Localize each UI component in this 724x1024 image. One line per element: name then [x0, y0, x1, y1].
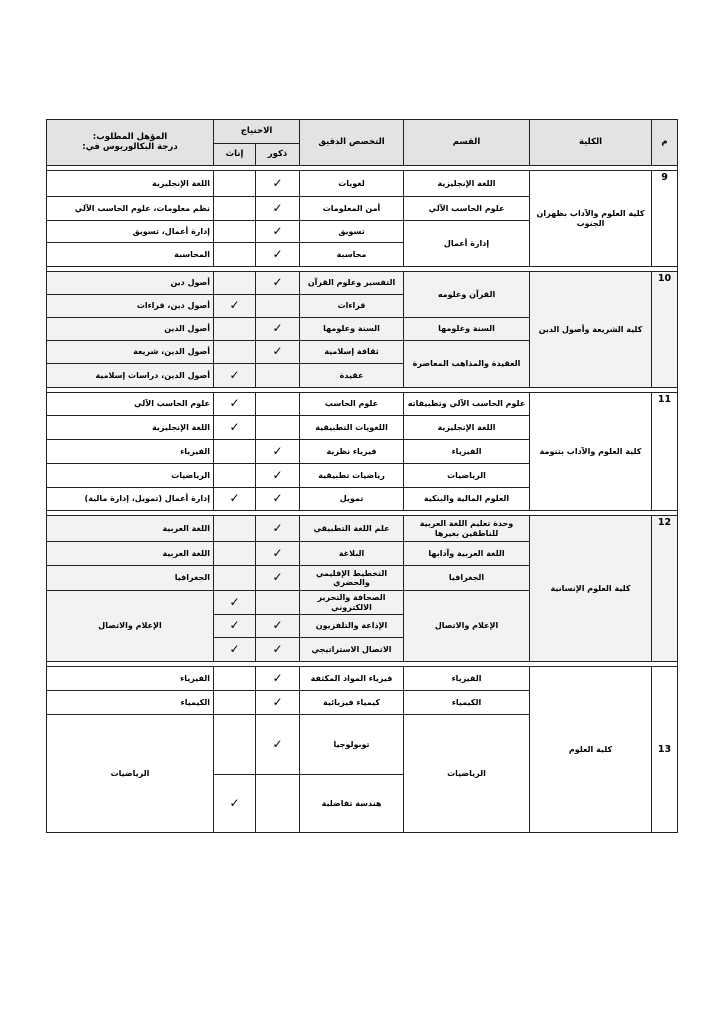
department-name: الرياضيات — [404, 715, 530, 833]
required-qualification: اللغة الإنجليزية — [47, 416, 214, 440]
specialization: علوم الحاسب — [300, 393, 404, 416]
specialization: قراءات — [300, 295, 404, 318]
specialization: فيزياء المواد المكثفة — [300, 667, 404, 691]
row-number: 11 — [652, 393, 678, 511]
need-male-cell: ✓ — [256, 516, 300, 542]
department-name: إدارة أعمال — [404, 221, 530, 267]
required-qualification: اللغة العربية — [47, 542, 214, 566]
header-dept: القسم — [404, 120, 530, 166]
specialization: التخطيط الإقليمي والحضري — [300, 566, 404, 591]
specialization: علم اللغة التطبيقي — [300, 516, 404, 542]
need-male-cell: ✓ — [256, 715, 300, 775]
need-male-cell: ✓ — [256, 566, 300, 591]
department-name: علوم الحاسب الآلي وتطبيقاته — [404, 393, 530, 416]
specialization: التفسير وعلوم القرآن — [300, 272, 404, 295]
need-female-cell: ✓ — [214, 393, 256, 416]
specialization: محاسبة — [300, 243, 404, 267]
row-number: 12 — [652, 516, 678, 662]
need-female-cell — [214, 566, 256, 591]
specialization: لغويات — [300, 171, 404, 197]
need-male-cell: ✓ — [256, 171, 300, 197]
need-male-cell — [256, 591, 300, 615]
specialization: الصحافة والتحرير الالكتروني — [300, 591, 404, 615]
need-female-cell — [214, 171, 256, 197]
specialization: ثقافة إسلامية — [300, 341, 404, 364]
department-name: العلوم المالية والبنكية — [404, 488, 530, 511]
department-name: الإعلام والاتصال — [404, 591, 530, 662]
positions-table — [46, 119, 678, 833]
required-qualification: الفيزياء — [47, 667, 214, 691]
department-name: اللغة الإنجليزية — [404, 171, 530, 197]
need-male-cell: ✓ — [256, 440, 300, 464]
need-female-cell: ✓ — [214, 775, 256, 833]
need-female-cell — [214, 667, 256, 691]
need-male-cell: ✓ — [256, 638, 300, 662]
specialization: البلاغة — [300, 542, 404, 566]
specialization: عقيدة — [300, 364, 404, 388]
table-row — [47, 393, 678, 416]
required-qualification: أصول الدين، شريعة — [47, 341, 214, 364]
required-qualification: اللغة العربية — [47, 516, 214, 542]
need-male-cell: ✓ — [256, 341, 300, 364]
college-name: كلية العلوم — [530, 667, 652, 833]
need-male-cell: ✓ — [256, 615, 300, 638]
need-male-cell: ✓ — [256, 691, 300, 715]
need-female-cell — [214, 243, 256, 267]
need-female-cell — [214, 542, 256, 566]
department-name: اللغة العربية وآدابها — [404, 542, 530, 566]
table-row — [47, 667, 678, 691]
specialization: تمويل — [300, 488, 404, 511]
specialization: اللغويات التطبيقية — [300, 416, 404, 440]
header-female: إناث — [214, 144, 256, 166]
required-qualification: الكيمياء — [47, 691, 214, 715]
need-male-cell: ✓ — [256, 197, 300, 221]
need-male-cell — [256, 775, 300, 833]
specialization: السنة وعلومها — [300, 318, 404, 341]
required-qualification: الإعلام والاتصال — [47, 591, 214, 662]
required-qualification: أصول دين، قراءات — [47, 295, 214, 318]
need-male-cell: ✓ — [256, 272, 300, 295]
department-name: الرياضيات — [404, 464, 530, 488]
need-female-cell — [214, 272, 256, 295]
need-male-cell: ✓ — [256, 221, 300, 243]
need-male-cell: ✓ — [256, 243, 300, 267]
required-qualification: أصول دين — [47, 272, 214, 295]
table-body — [47, 166, 678, 833]
required-qualification: علوم الحاسب الآلي — [47, 393, 214, 416]
specialization: فيزياء نظرية — [300, 440, 404, 464]
department-name: الكيمياء — [404, 691, 530, 715]
department-name: القرآن وعلومه — [404, 272, 530, 318]
required-qualification: إدارة أعمال (تمويل، إدارة مالية) — [47, 488, 214, 511]
row-number: 13 — [652, 667, 678, 833]
header-qual: المؤهل المطلوب: درجة البكالوريوس في: — [47, 120, 214, 166]
need-female-cell — [214, 715, 256, 775]
required-qualification: اللغة الإنجليزية — [47, 171, 214, 197]
specialization: أمن المعلومات — [300, 197, 404, 221]
specialization: الاتصال الاستراتيجي — [300, 638, 404, 662]
need-female-cell — [214, 464, 256, 488]
college-name: كلية العلوم الإنسانية — [530, 516, 652, 662]
need-female-cell — [214, 318, 256, 341]
required-qualification: أصول الدين — [47, 318, 214, 341]
required-qualification: أصول الدين، دراسات إسلامية — [47, 364, 214, 388]
need-female-cell — [214, 440, 256, 464]
required-qualification: الجغرافيا — [47, 566, 214, 591]
need-male-cell — [256, 295, 300, 318]
department-name: السنة وعلومها — [404, 318, 530, 341]
need-male-cell: ✓ — [256, 464, 300, 488]
specialization: تسويق — [300, 221, 404, 243]
need-female-cell: ✓ — [214, 364, 256, 388]
college-name: كلية العلوم والآداب بظهران الجنوب — [530, 171, 652, 267]
table-row — [47, 171, 678, 197]
department-name: اللغة الإنجليزية — [404, 416, 530, 440]
need-female-cell: ✓ — [214, 488, 256, 511]
department-name: الجغرافيا — [404, 566, 530, 591]
required-qualification: الفيزياء — [47, 440, 214, 464]
department-name: وحدة تعليم اللغة العربية للناطقين بغيرها — [404, 516, 530, 542]
specialization: الإذاعة والتلفزيون — [300, 615, 404, 638]
header-num: م — [652, 120, 678, 166]
header-male: ذكور — [256, 144, 300, 166]
college-name: كلية الشريعة وأصول الدين — [530, 272, 652, 388]
department-name: الفيزياء — [404, 667, 530, 691]
row-number: 10 — [652, 272, 678, 388]
need-male-cell: ✓ — [256, 488, 300, 511]
specialization: هندسة تفاضلية — [300, 775, 404, 833]
required-qualification: المحاسبة — [47, 243, 214, 267]
specialization: رياضيات تطبيقية — [300, 464, 404, 488]
need-male-cell: ✓ — [256, 667, 300, 691]
need-female-cell — [214, 341, 256, 364]
need-male-cell: ✓ — [256, 318, 300, 341]
need-female-cell — [214, 197, 256, 221]
need-female-cell — [214, 691, 256, 715]
department-name: علوم الحاسب الآلي — [404, 197, 530, 221]
need-male-cell — [256, 393, 300, 416]
table-row — [47, 516, 678, 542]
required-qualification: إدارة أعمال، تسويق — [47, 221, 214, 243]
department-name: العقيدة والمذاهب المعاصرة — [404, 341, 530, 388]
specialization: كيمياء فيزيائية — [300, 691, 404, 715]
required-qualification: الرياضيات — [47, 715, 214, 833]
header-spec: التخصص الدقيق — [300, 120, 404, 166]
required-qualification: الرياضيات — [47, 464, 214, 488]
need-female-cell: ✓ — [214, 416, 256, 440]
required-qualification: نظم معلومات، علوم الحاسب الآلي — [47, 197, 214, 221]
need-female-cell — [214, 516, 256, 542]
header-college: الكلية — [530, 120, 652, 166]
need-male-cell — [256, 416, 300, 440]
header-need: الاحتياج — [214, 120, 300, 144]
need-female-cell: ✓ — [214, 295, 256, 318]
need-male-cell — [256, 364, 300, 388]
college-name: كلية العلوم والآداب بتنومة — [530, 393, 652, 511]
need-female-cell: ✓ — [214, 591, 256, 615]
need-female-cell: ✓ — [214, 638, 256, 662]
department-name: الفيزياء — [404, 440, 530, 464]
table-row — [47, 272, 678, 295]
need-female-cell: ✓ — [214, 615, 256, 638]
row-number: 9 — [652, 171, 678, 267]
specialization: توبولوجيا — [300, 715, 404, 775]
need-male-cell: ✓ — [256, 542, 300, 566]
need-female-cell — [214, 221, 256, 243]
